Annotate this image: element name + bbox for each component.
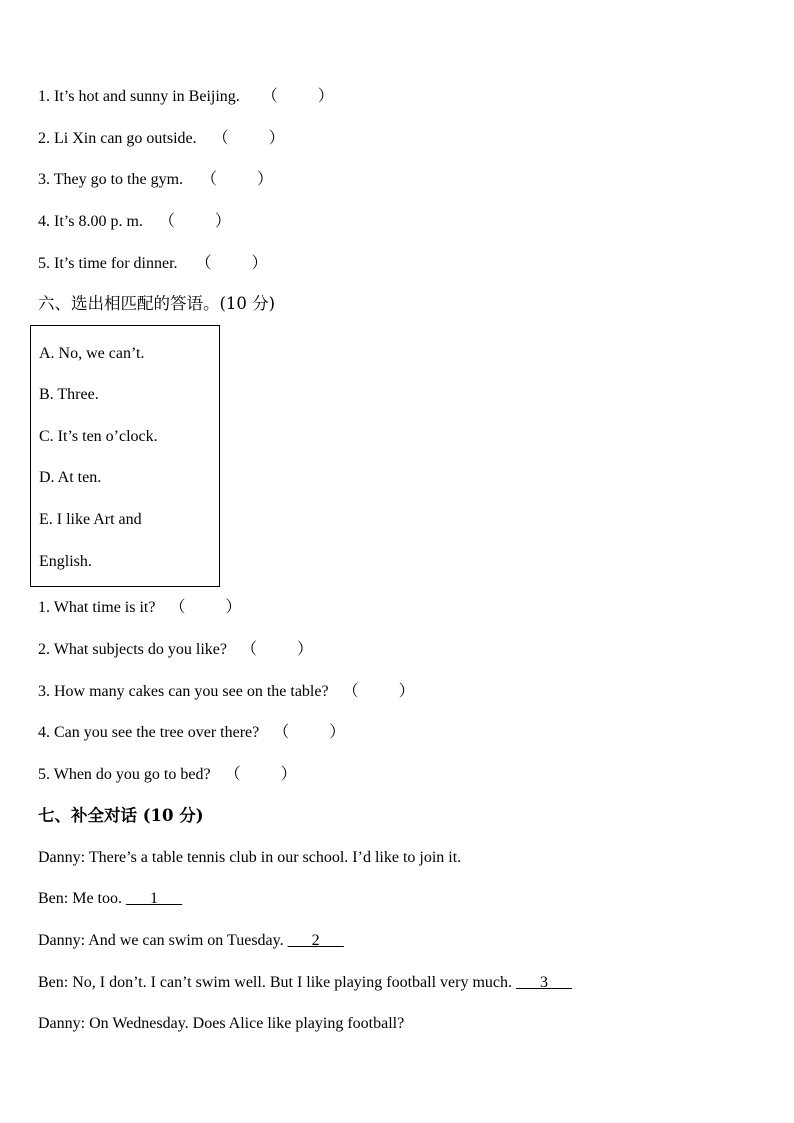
option-d: D. At ten. [39, 469, 102, 486]
option-c: C. It’s ten o’clock. [39, 428, 158, 445]
question-text: 5. When do you go to bed? [38, 766, 211, 783]
dialogue-line-3 [38, 931, 344, 951]
answer-bracket[interactable]: （ ） [158, 213, 231, 230]
question-text: 3. How many cakes can you see on the table? [38, 683, 329, 700]
question-2 [38, 640, 313, 660]
dialogue-line-2 [38, 889, 182, 909]
dialogue-line-1 [38, 848, 461, 868]
option-b: B. Three. [39, 386, 99, 403]
answer-bracket[interactable]: （ ） [195, 255, 268, 272]
statement-4 [38, 212, 231, 232]
option-e: E. I like Art and [39, 511, 142, 528]
dialogue-line-4 [38, 973, 572, 993]
statement-3 [38, 170, 273, 190]
statement-text: 3. They go to the gym. [38, 171, 184, 188]
section-7-title: 七、补全对话 (10 分) [38, 806, 204, 825]
question-4 [38, 723, 345, 743]
statement-text: 1. It’s hot and sunny in Beijing. [38, 88, 240, 105]
answer-bracket[interactable]: （ ） [241, 641, 314, 658]
answer-bracket[interactable]: （ ） [212, 130, 285, 147]
dialogue-text: Danny: There’s a table tennis club in our school. I’d like to join it. [38, 849, 462, 866]
dialogue-text: Danny: And we can swim on Tuesday. [38, 932, 288, 949]
question-1 [38, 598, 241, 618]
blank-2[interactable]: ___2___ [287, 932, 344, 949]
question-text: 2. What subjects do you like? [38, 641, 227, 658]
blank-3[interactable]: ___3___ [516, 974, 572, 991]
question-5 [38, 765, 297, 785]
statement-5 [38, 254, 268, 274]
dialogue-text: Ben: No, I don’t. I can’t swim well. But I like playing football very much. [38, 974, 516, 991]
statement-text: 4. It’s 8.00 p. m. [38, 213, 143, 230]
option-a: A. No, we can’t. [39, 345, 145, 362]
statement-text: 5. It’s time for dinner. [38, 255, 178, 272]
blank-1[interactable]: ___1___ [126, 890, 182, 907]
dialogue-text: Ben: Me too. [38, 890, 126, 907]
option-e-continued: English. [39, 553, 92, 570]
answer-bracket[interactable]: （ ） [169, 599, 242, 616]
statement-text: 2. Li Xin can go outside. [38, 130, 197, 147]
section-6-title: 六、选出相匹配的答语。(10 分) [38, 294, 276, 313]
dialogue-line-5 [38, 1014, 404, 1034]
question-3 [38, 682, 415, 702]
dialogue-text: Danny: On Wednesday. Does Alice like playing football? [38, 1015, 405, 1032]
statement-2 [38, 129, 285, 149]
answer-bracket[interactable]: （ ） [273, 724, 346, 741]
answer-bracket[interactable]: （ ） [201, 171, 274, 188]
answer-options-box [30, 325, 220, 587]
answer-bracket[interactable]: （ ） [261, 88, 334, 105]
answer-bracket[interactable]: （ ） [224, 766, 297, 783]
question-text: 4. Can you see the tree over there? [38, 724, 260, 741]
question-text: 1. What time is it? [38, 599, 156, 616]
answer-bracket[interactable]: （ ） [342, 683, 415, 700]
statement-1 [38, 87, 334, 107]
